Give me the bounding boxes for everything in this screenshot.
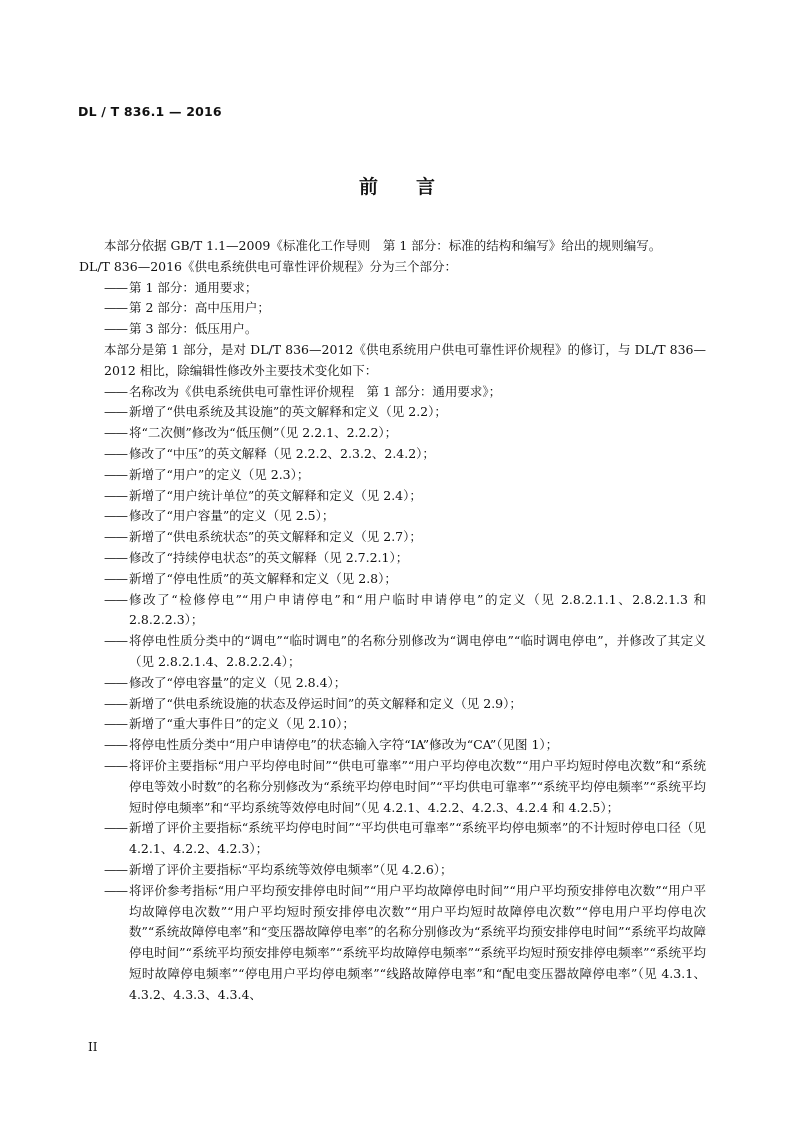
change-item-text: 新增了评价主要指标“平均系统等效停电频率”（见 4.2.6）； (129, 861, 453, 877)
list-dash: —— (104, 321, 127, 337)
change-item-text: 将评价参考指标“用户平均预安排停电时间”“用户平均故障停电时间”“用户平均预安排停电次数”“用户平均故障停电次数”“用户平均短时预安排停电次数”“用户平均短时故障停电次数”“停电用户平均停电次数”“系统故障停电率”和“变压器故障停电率”的名称分别修改为“系统平均预安排停电时间”“系统平均故障停电时间”“系统平均预安排停电频率”“系统平均故障停电频率”“系统平均短时预安排停电频率”“系统平均短时故障停电频率”“停电用户平均停电频率”“线路故障停电率”和“配电变压器故障停电率”（见 4.3.1、4.3.2、4.3.3、4.3.4、 (129, 882, 706, 1002)
change-item (104, 444, 706, 465)
list-dash: —— (104, 425, 127, 441)
change-item-text: 将停电性质分类中的“调电”“临时调电”的名称分别修改为“调电停电”“临时调电停电”，并修改了其定义（见 2.8.2.1.4、2.8.2.2.4）； (129, 633, 706, 669)
list-dash: —— (104, 383, 127, 399)
part-item (104, 298, 706, 319)
change-item-text: 修改了“持续停电状态”的英文解释（见 2.7.2.1）； (129, 549, 409, 565)
list-dash: —— (104, 570, 127, 586)
document-id-header: DL / T 836.1 — 2016 (78, 104, 222, 119)
part-item-text: 第 2 部分：高中压用户； (129, 300, 270, 316)
change-item (104, 881, 706, 1006)
page-number: II (88, 1040, 98, 1054)
parts-intro-paragraph: DL/T 836—2016《供电系统供电可靠性评价规程》分为三个部分： (79, 258, 458, 274)
change-item (104, 465, 706, 486)
change-item-text: 新增了“供电系统状态”的英文解释和定义（见 2.7）； (129, 529, 422, 545)
change-item (104, 714, 706, 735)
change-item-text: 新增了“供电系统设施的状态及停运时间”的英文解释和定义（见 2.9）； (129, 695, 522, 711)
change-item (104, 860, 706, 881)
change-item (104, 569, 706, 590)
change-item-text: 将“二次侧”修改为“低压侧”（见 2.2.1、2.2.2）； (129, 425, 398, 441)
change-item (104, 590, 706, 632)
change-item (104, 818, 706, 860)
change-item (104, 694, 706, 715)
changes-list (104, 382, 706, 1006)
revision-paragraph: 本部分是第 1 部分，是对 DL/T 836—2012《供电系统用户供电可靠性评价规程》的修订，与 DL/T 836—2012 相比，除编辑性修改外主要技术变化如下： (104, 341, 706, 378)
list-dash: —— (104, 737, 127, 753)
change-item (104, 382, 706, 403)
change-item (104, 756, 706, 818)
list-dash: —— (104, 279, 127, 295)
list-dash: —— (104, 300, 127, 316)
change-item-text: 修改了“用户容量”的定义（见 2.5）； (129, 508, 335, 524)
list-dash: —— (104, 695, 127, 711)
list-dash: —— (104, 591, 127, 607)
change-item (104, 527, 706, 548)
change-item (104, 548, 706, 569)
change-item-text: 名称改为《供电系统供电可靠性评价规程 第 1 部分：通用要求》； (129, 383, 502, 399)
list-dash: —— (104, 508, 127, 524)
intro-paragraph: 本部分依据 GB/T 1.1—2009《标准化工作导则 第 1 部分：标准的结构和编写》给出的规则编写。 (104, 238, 662, 253)
change-item-text: 新增了“重大事件日”的定义（见 2.10）； (129, 716, 355, 732)
change-item (104, 506, 706, 527)
list-dash: —— (104, 861, 127, 877)
list-dash: —— (104, 466, 127, 482)
list-dash: —— (104, 445, 127, 461)
list-dash: —— (104, 820, 127, 836)
change-item-text: 修改了“检修停电”“用户申请停电”和“用户临时申请停电”的定义（见 2.8.2.1.1、2.8.2.1.3 和 2.8.2.2.3）； (129, 591, 706, 628)
parts-list (104, 278, 706, 340)
change-item (104, 402, 706, 423)
change-item-text: 新增了“供电系统及其设施”的英文解释和定义（见 2.2）； (129, 404, 447, 420)
change-item (104, 631, 706, 673)
list-dash: —— (104, 674, 127, 690)
change-item (104, 735, 706, 756)
change-item-text: 新增了“用户”的定义（见 2.3）； (129, 466, 310, 482)
part-item-text: 第 1 部分：通用要求； (129, 279, 258, 295)
change-item-text: 将停电性质分类中“用户申请停电”的状态输入字符“IA”修改为“CA”（见图 1）； (129, 737, 559, 753)
foreword-body (79, 236, 706, 1005)
list-dash: —— (104, 529, 127, 545)
list-dash: —— (104, 487, 127, 503)
change-item-text: 修改了“中压”的英文解释（见 2.2.2、2.3.2、2.4.2）； (129, 445, 435, 461)
page-title: 前言 (358, 176, 473, 198)
list-dash: —— (104, 404, 127, 420)
change-item-text: 新增了“用户统计单位”的英文解释和定义（见 2.4）； (129, 487, 422, 503)
change-item-text: 修改了“停电容量”的定义（见 2.8.4）； (129, 674, 347, 690)
list-dash: —— (104, 633, 127, 649)
change-item (104, 423, 706, 444)
change-item-text: 将评价主要指标“用户平均停电时间”“供电可靠率”“用户平均停电次数”“用户平均短时停电次数”和“系统停电等效小时数”的名称分别修改为“系统平均停电时间”“平均供电可靠率”“系统平均停电频率”“系统平均短时停电频率”和“平均系统等效停电时间”（见 4.2.1、4.2.2、4.2.3、4.2.4 和 4.2.5）； (129, 757, 706, 815)
change-item (104, 673, 706, 694)
part-item-text: 第 3 部分：低压用户。 (129, 321, 258, 337)
list-dash: —— (104, 716, 127, 732)
change-item (104, 486, 706, 507)
list-dash: —— (104, 882, 127, 898)
part-item (104, 278, 706, 299)
list-dash: —— (104, 549, 127, 565)
change-item-text: 新增了“停电性质”的英文解释和定义（见 2.8）； (129, 570, 397, 586)
list-dash: —— (104, 757, 127, 773)
change-item-text: 新增了评价主要指标“系统平均停电时间”“平均供电可靠率”“系统平均停电频率”的不计短时停电口径（见 4.2.1、4.2.2、4.2.3）； (129, 820, 706, 857)
part-item (104, 319, 706, 340)
